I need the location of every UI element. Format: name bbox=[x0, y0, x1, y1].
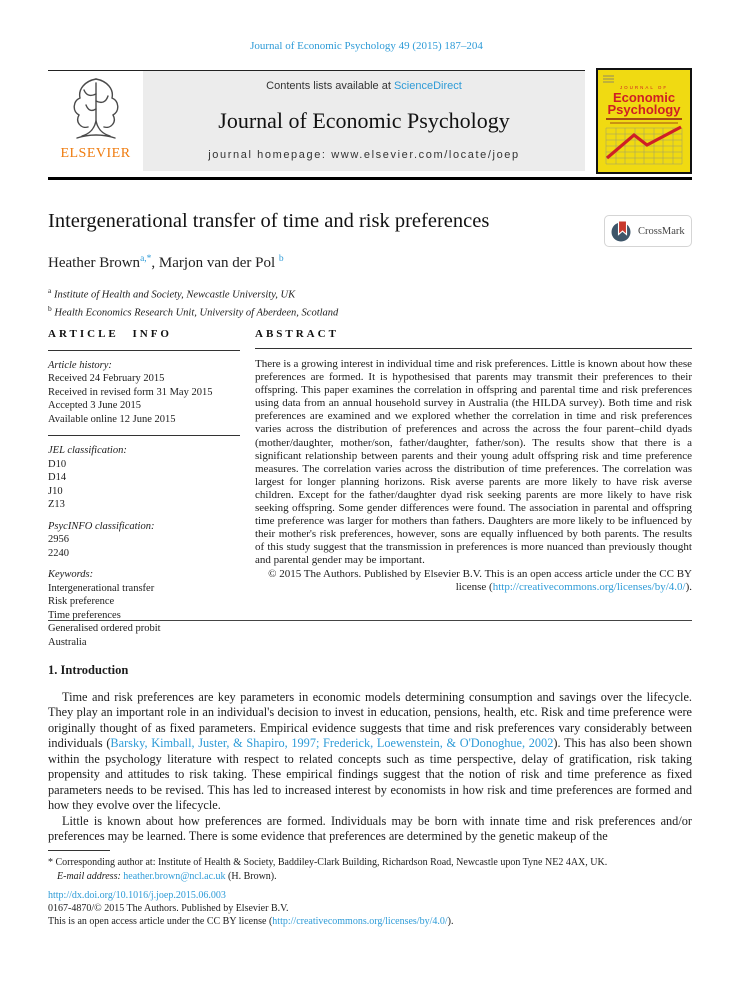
psycinfo-code: 2240 bbox=[48, 547, 69, 559]
author-name: Marjon van der Pol bbox=[158, 255, 276, 271]
email-link[interactable]: heather.brown@ncl.ac.uk bbox=[123, 870, 226, 882]
license-suffix: ). bbox=[685, 580, 692, 593]
abstract-copyright bbox=[255, 568, 692, 594]
info-abstract-section bbox=[48, 328, 692, 648]
journal-title: Journal of Economic Psychology bbox=[218, 107, 510, 133]
corresponding-author-note bbox=[48, 856, 692, 870]
cc-suffix: ). bbox=[447, 916, 454, 927]
affiliation-text: Institute of Health and Society, Newcastle University, UK bbox=[51, 289, 296, 301]
contents-line bbox=[266, 80, 462, 92]
journal-header bbox=[48, 68, 692, 176]
header-thick-rule bbox=[48, 177, 692, 180]
paragraph-text: ). This has also been shown within the psychology literature with respect to related concepts such as time perspective, delay of gratification, risk taking propensity and attitudes to risk taking. These empirical findings suggest that the notion of risk and time preference as fixed parameters needs to be revised. This has led to increased interest by economists in how risk and time preferences are formed and how they evolve over the lifecycle. bbox=[48, 736, 692, 813]
license-line bbox=[255, 581, 692, 594]
affiliation-text: Health Economics Research Unit, University of Aberdeen, Scotland bbox=[51, 307, 339, 318]
citation-link[interactable]: Barsky, Kimball, Juster, & Shapiro, 1997; Frederick, Loewenstein, & O'Donoghue, 2002 bbox=[110, 736, 554, 751]
title-row bbox=[48, 210, 692, 237]
article-history-block bbox=[48, 359, 240, 437]
history-item: Accepted 3 June 2015 bbox=[48, 400, 142, 411]
elsevier-tree-icon bbox=[63, 74, 129, 148]
author-superscript[interactable]: b bbox=[278, 254, 284, 264]
copyright-line: © 2015 The Authors. Published by Elsevier B.V. This is an open access article under the CC BY bbox=[268, 567, 692, 580]
affiliation-line bbox=[48, 302, 338, 320]
jel-code: Z13 bbox=[48, 499, 65, 510]
elsevier-logo bbox=[48, 74, 143, 172]
author-superscript[interactable]: a,* bbox=[140, 254, 152, 264]
abstract-text: There is a growing interest in individual time and risk preferences. Little is known about how these preferences are formed. It is hypothesised that parents may transmit their preferences to their offspring. This paper examines the correlation in offspring and parental time and risk preferences using data from an annual household survey in Australia (the HILDA survey). Both time and risk preferences are examined and we explored whether the correlation in time and risk preferences varies across the distribution of preferences and across the across the four parent–child dyads (mother/daughter, mother/son, father/daughter, father/son). The results show that there is a significant relationship between parents and their young adult offspring risk and time preference measures. The correlation varies across the distribution of time preferences. The correlation was largest for longer planning horizons. Risk averse parents are more likely to have risk averse children. Except for the father/daughter dyad risk seeking parents are more likely to have risk seeking offspring. Some gender differences were found. The association in parental and offspring time preference was larger for mothers than fathers. Daughters are more likely to be influenced by their mother's risk preferences, however, sons are equally influenced by both parents. The results of this study suggest that the transmission in preferences is more nuanced than previously thought and parental gender may be important. bbox=[255, 358, 692, 567]
abstract-heading: ABSTRACT bbox=[255, 328, 692, 349]
footnotes bbox=[48, 856, 692, 883]
author-line bbox=[48, 254, 284, 272]
cover-title-line2: Psychology bbox=[607, 102, 681, 117]
crossmark-badge[interactable] bbox=[604, 215, 692, 247]
paragraph-text: Time and risk preferences are key parameters in economic models determining consumption and savings over the lifecycle. They play an important role in an individual's decision to invest in education, pensions, health, etc. Risk and time preference were originally thought of as fixed parameters. Empirical evidence suggests that time and risk preferences vary considerably between individuals ( bbox=[48, 690, 692, 751]
article-info-column bbox=[48, 328, 240, 648]
footnote-rule bbox=[48, 850, 110, 851]
footnote-marker: * bbox=[48, 857, 53, 868]
jel-label: JEL classification: bbox=[48, 445, 127, 456]
affiliations bbox=[48, 284, 338, 319]
email-label: E-mail address: bbox=[57, 870, 124, 882]
journal-cover-thumbnail bbox=[596, 68, 692, 174]
history-item: Received 24 February 2015 bbox=[48, 373, 165, 384]
jel-code: D14 bbox=[48, 472, 67, 483]
article-title: Intergenerational transfer of time and risk preferences bbox=[48, 210, 490, 232]
history-label: Article history: bbox=[48, 359, 112, 371]
history-item: Received in revised form 31 May 2015 bbox=[48, 386, 213, 398]
psycinfo-label: PsycINFO classification: bbox=[48, 520, 155, 532]
keywords-block bbox=[48, 568, 240, 649]
intro-paragraph-1 bbox=[48, 690, 692, 814]
elsevier-wordmark: ELSEVIER bbox=[60, 146, 131, 161]
keyword: Intergenerational transfer bbox=[48, 582, 155, 594]
affiliation-marker: b bbox=[48, 303, 52, 313]
crossmark-icon bbox=[611, 219, 633, 243]
cc-prefix: This is an open access article under the CC BY license ( bbox=[48, 916, 273, 927]
keyword: Generalised ordered probit bbox=[48, 623, 161, 634]
keywords-label: Keywords: bbox=[48, 569, 94, 580]
issn-copyright-line: 0167-4870/© 2015 The Authors. Published by Elsevier B.V. bbox=[48, 903, 289, 914]
cover-journal-of-text: JOURNAL OF bbox=[619, 85, 669, 90]
psycinfo-block bbox=[48, 520, 240, 561]
affiliation-marker: a bbox=[48, 286, 52, 295]
journal-masthead bbox=[143, 71, 585, 171]
cc-url-link[interactable]: http://creativecommons.org/licenses/by/4.0/ bbox=[272, 916, 448, 927]
license-url-link[interactable]: http://creativecommons.org/licenses/by/4.0/ bbox=[492, 580, 686, 593]
email-suffix: (H. Brown). bbox=[225, 870, 277, 882]
jel-code: D10 bbox=[48, 458, 67, 470]
author-separator: , bbox=[151, 255, 159, 271]
affiliation-line bbox=[48, 284, 338, 302]
section-heading-introduction: 1. Introduction bbox=[48, 663, 129, 677]
cover-title-line1: Economic bbox=[612, 90, 676, 105]
author-name: Heather Brown bbox=[48, 255, 141, 271]
article-info-heading: ARTICLE INFO bbox=[48, 328, 240, 351]
contents-line-text: Contents lists available at bbox=[266, 80, 394, 92]
psycinfo-code: 2956 bbox=[48, 534, 69, 545]
jel-block bbox=[48, 444, 240, 512]
email-note bbox=[48, 870, 692, 884]
journal-homepage[interactable]: journal homepage: www.elsevier.com/locate/joep bbox=[208, 149, 520, 161]
crossmark-label: CrossMark bbox=[638, 225, 685, 237]
abstract-column bbox=[255, 328, 692, 620]
intro-paragraph-2: Little is known about how preferences are formed. Individuals may be born with innate time and risk preferences and/or preferences may be learned. There is some evidence that preferences are determined by the genetic makeup of the bbox=[48, 813, 692, 844]
jel-code: J10 bbox=[48, 485, 63, 497]
license-prefix: license ( bbox=[455, 580, 493, 593]
cc-license-line bbox=[48, 916, 453, 927]
doi-link[interactable]: http://dx.doi.org/10.1016/j.joep.2015.06.003 bbox=[48, 890, 226, 901]
introduction-body bbox=[48, 690, 692, 845]
keyword: Australia bbox=[48, 636, 87, 648]
journal-citation: Journal of Economic Psychology 49 (2015) 187–204 bbox=[250, 40, 483, 52]
keyword: Risk preference bbox=[48, 596, 115, 607]
history-item: Available online 12 June 2015 bbox=[48, 413, 176, 425]
corresponding-author-text: Corresponding author at: Institute of Health & Society, Baddiley-Clark Building, Richardson Road, Newcastle upon Tyne NE2 4AX, UK. bbox=[53, 857, 608, 868]
sciencedirect-link[interactable]: ScienceDirect bbox=[393, 80, 462, 92]
keyword: Time preferences bbox=[48, 609, 121, 621]
